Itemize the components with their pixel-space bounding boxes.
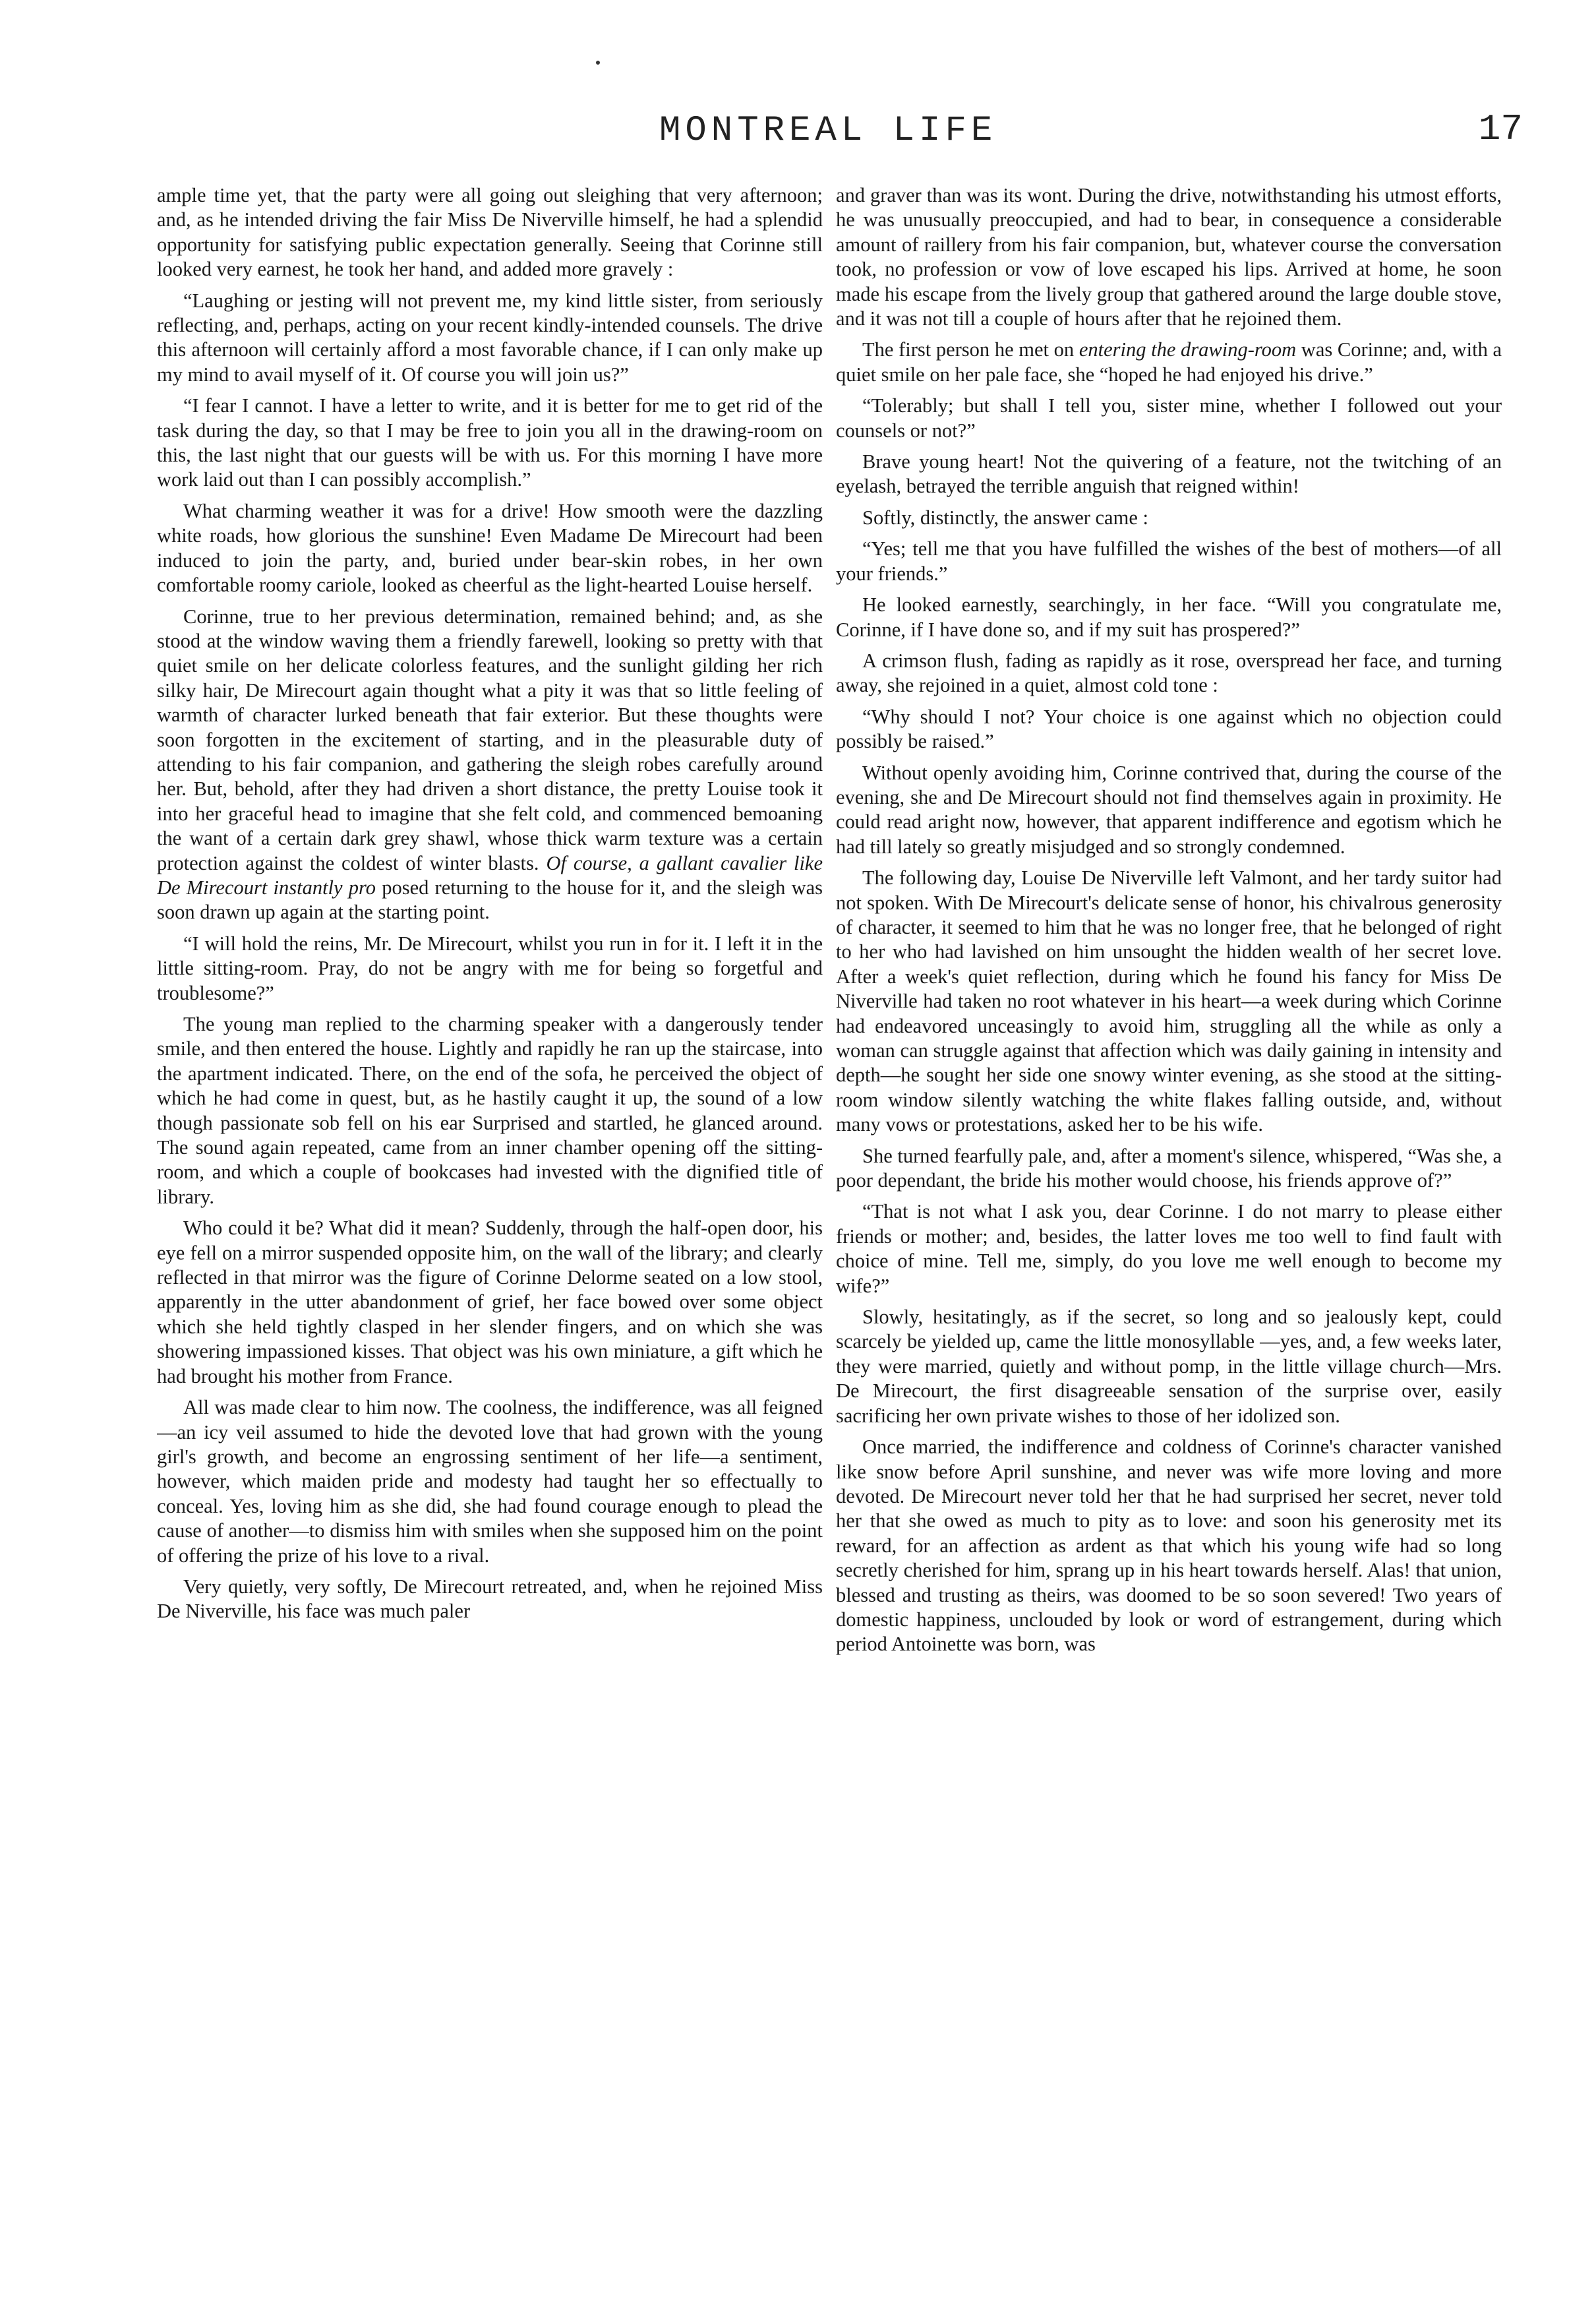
italic-text: entering the drawing-room [1079, 338, 1297, 361]
paragraph: and graver than was its wont. During the drive, notwithstanding his utmost efforts, he was unusually preoccupied, and had to bear, in consequence a considerable amount of raillery from his fair companion, but, whatever course the conversation took, no profession or vow of love escaped his lips. Arrived at home, he soon made his escape from the lively group that gathered around the large double stove, and it was not till a couple of hours after that he rejoined them. [836, 184, 1502, 330]
paragraph: “Tolerably; but shall I tell you, sister mine, whether I followed out your counsels or not?” [836, 394, 1502, 442]
printer-dot [596, 61, 600, 65]
paragraph: What charming weather it was for a drive! How smooth were the dazzling white roads, how glorious the sunshine! Even Madame De Mirecourt had been induced to join the party, and, buried under bear-skin robes, in her own comfortable roomy cariole, looked as cheerful as the light-hearted Louise herself. [157, 499, 823, 597]
paragraph: The young man replied to the charming speaker with a dangerously tender smile, and then entered the house. Lightly and rapidly he ran up the staircase, into the apartment indicated. There, on the end of the sofa, he perceived the object of which he had come in quest, but, as he hastily caught it up, the sound of a low though passionate sob fell on his ear Surprised and startled, he glanced around. The sound again repeated, came from an inner chamber opening off the sitting-room, and which a couple of bookcases had invested with the dignified title of library. [157, 1013, 823, 1208]
paragraph-text: The first person he met on [862, 338, 1075, 361]
paragraph: Who could it be? What did it mean? Suddenly, through the half-open door, his eye fell on a mirror suspended opposite him, on the wall of the library; and clearly reflected in that mirror was the figure of Corinne Delorme seated on a low stool, apparently in the utter abandonment of grief, her face bowed over some object which she held tightly clasped in her slender fingers, and on which she was showering impassioned kisses. That object was his own miniature, a gift which he had brought his mother from France. [157, 1217, 823, 1387]
paragraph: “That is not what I ask you, dear Corinne. I do not marry to please either friends or mother; and, besides, the latter loves me too well to find fault with choice of mine. Tell me, simply, do you love me well enough to become my wife?” [836, 1200, 1502, 1297]
paragraph: All was made clear to him now. The coolness, the indifference, was all feigned—an icy veil assumed to hide the devoted love that had grown with the young girl's growth, and become an engrossing sentiment of her life—a sentiment, however, which maiden pride and modesty had taught her so effectually to conceal. Yes, loving him as she did, she had found courage enough to plead the cause of another—to dismiss him with smiles when she supposed him on the point of offering the prize of his love to a rival. [157, 1396, 823, 1567]
paragraph: Without openly avoiding him, Corinne contrived that, during the course of the evening, she and De Mirecourt should not find themselves again in proximity. He could read aright now, however, that apparent indifference and egotism which he had till lately so greatly misjudged and so strongly condemned. [836, 761, 1502, 858]
paragraph: Slowly, hesitatingly, as if the secret, so long and so jealously kept, could scarcely be yielded up, came the little monosyllable —yes, and, a few weeks later, they were married, quietly and without pomp, in the little village church—Mrs. De Mirecourt, the first disagreeable sensation of the surprise over, easily sacrificing her own private wishes to those of her idolized son. [836, 1306, 1502, 1427]
page-header [158, 108, 1523, 164]
paragraph: She turned fearfully pale, and, after a moment's silence, whispered, “Was she, a poor dependant, the bride his mother would choose, his friends approve of?” [836, 1144, 1502, 1192]
paragraph: The following day, Louise De Niverville left Valmont, and her tardy suitor had not spoken. With De Mirecourt's delicate sense of honor, his chivalrous generosity of character, it seemed to him that he was no longer free, that he belonged of right to her who had lavished on him unsought the hidden wealth of her secret love. After a week's quiet reflection, during which he found his fancy for Miss De Niverville had taken no root whatever in his heart—a week during which Corinne had endeavored unceasingly to avoid him, struggling all the while as only a woman can struggle against that affection which was daily gaining in intensity and depth—he sought her side one snowy winter evening, as she stood at the sitting-room window silently watching the white flakes falling outside, and, without many vows or protestations, asked her to be his wife. [836, 866, 1502, 1136]
paragraph [836, 338, 1502, 387]
paragraph: “Laughing or jesting will not prevent me, my kind little sister, from seriously reflecting, and, perhaps, acting on your recent kindly-intended counsels. The drive this afternoon will certainly afford a most favorable chance, if I can only make up my mind to avail myself of it. Of course you will join us?” [157, 289, 823, 386]
paragraph [157, 605, 823, 925]
paragraph: ample time yet, that the party were all going out sleighing that very afternoon; and, as he intended driving the fair Miss De Niverville himself, he had a splendid opportunity for satisfying public expectation generally. Seeing that Corinne still looked very earnest, he took her hand, and added more gravely : [157, 184, 823, 281]
right-column [836, 183, 1502, 2260]
left-column [157, 183, 823, 2260]
paragraph: He looked earnestly, searchingly, in her face. “Will you congratulate me, Corinne, if I have done so, and if my suit has prospered?” [836, 593, 1502, 641]
paragraph: Brave young heart! Not the quivering of a feature, not the twitching of an eyelash, betrayed the terrible anguish that reigned within! [836, 450, 1502, 498]
paragraph: “Why should I not? Your choice is one against which no objection could possibly be raised.” [836, 705, 1502, 753]
paragraph: “I fear I cannot. I have a letter to write, and it is better for me to get rid of the task during the day, so that I may be free to join you all in the drawing-room on this, the last night that our guests will be with us. For this morning I have more work laid out than I can possibly accomplish.” [157, 394, 823, 491]
page-number: 17 [1478, 108, 1523, 150]
italic-text: Of course, a gallant cavalier like De Mirecourt instantly pro [157, 851, 823, 899]
paragraph-text: was Corinne; and, with a quiet smile on her pale face, she “hoped he had enjoyed his drive.” [836, 338, 1502, 386]
paragraph-text: posed returning to the house for it, and the sleigh was soon drawn up again at the starting point. [157, 876, 823, 924]
paragraph: Very quietly, very softly, De Mirecourt retreated, and, when he rejoined Miss De Niverville, his face was much paler [157, 1575, 823, 1623]
paragraph: A crimson flush, fading as rapidly as it rose, overspread her face, and turning away, she rejoined in a quiet, almost cold tone : [836, 649, 1502, 697]
paragraph: Softly, distinctly, the answer came : [862, 506, 1148, 529]
paragraph: “I will hold the reins, Mr. De Mirecourt, whilst you run in for it. I left it in the little sitting-room. Pray, do not be angry with me for being so forgetful and troublesome?” [157, 932, 823, 1004]
running-title: MONTREAL LIFE [659, 111, 997, 151]
paragraph: Once married, the indifference and coldness of Corinne's character vanished like snow before April sunshine, and never was wife more loving and more devoted. De Mirecourt never told her that he had surprised her secret, never told her that she owed as much to pity as to love: and soon his generosity met its reward, for an affection as ardent as that which his young wife had so long secretly cherished for him, sprang up in his heart towards herself. Alas! that union, blessed and trusting as theirs, was doomed to be so soon severed! Two years of domestic happiness, unclouded by look or word of estrangement, during which period Antoinette was born, was [836, 1436, 1502, 1656]
paragraph-text: Corinne, true to her previous determination, remained behind; and, as she stood at the window waving them a friendly farewell, looking so pretty with that quiet smile on her delicate colorless features, and the sunlight gilding her rich silky hair, De Mirecourt again thought what a pity it was that so little feeling of warmth of character lurked beneath that fair exterior. But these thoughts were soon forgotten in the excitement of starting, and in the pleasurable duty of attending to his fair companion, and gathering the sleigh robes carefully around her. But, behold, after they had driven a short distance, the pretty Louise took it into her graceful head to imagine that she felt cold, and commenced bemoaning the want of a certain dark grey shawl, whose thick warm texture was a certain protection against the coldest of winter blasts. [157, 605, 823, 874]
paragraph: “Yes; tell me that you have fulfilled the wishes of the best of mothers—of all your friends.” [836, 537, 1502, 585]
